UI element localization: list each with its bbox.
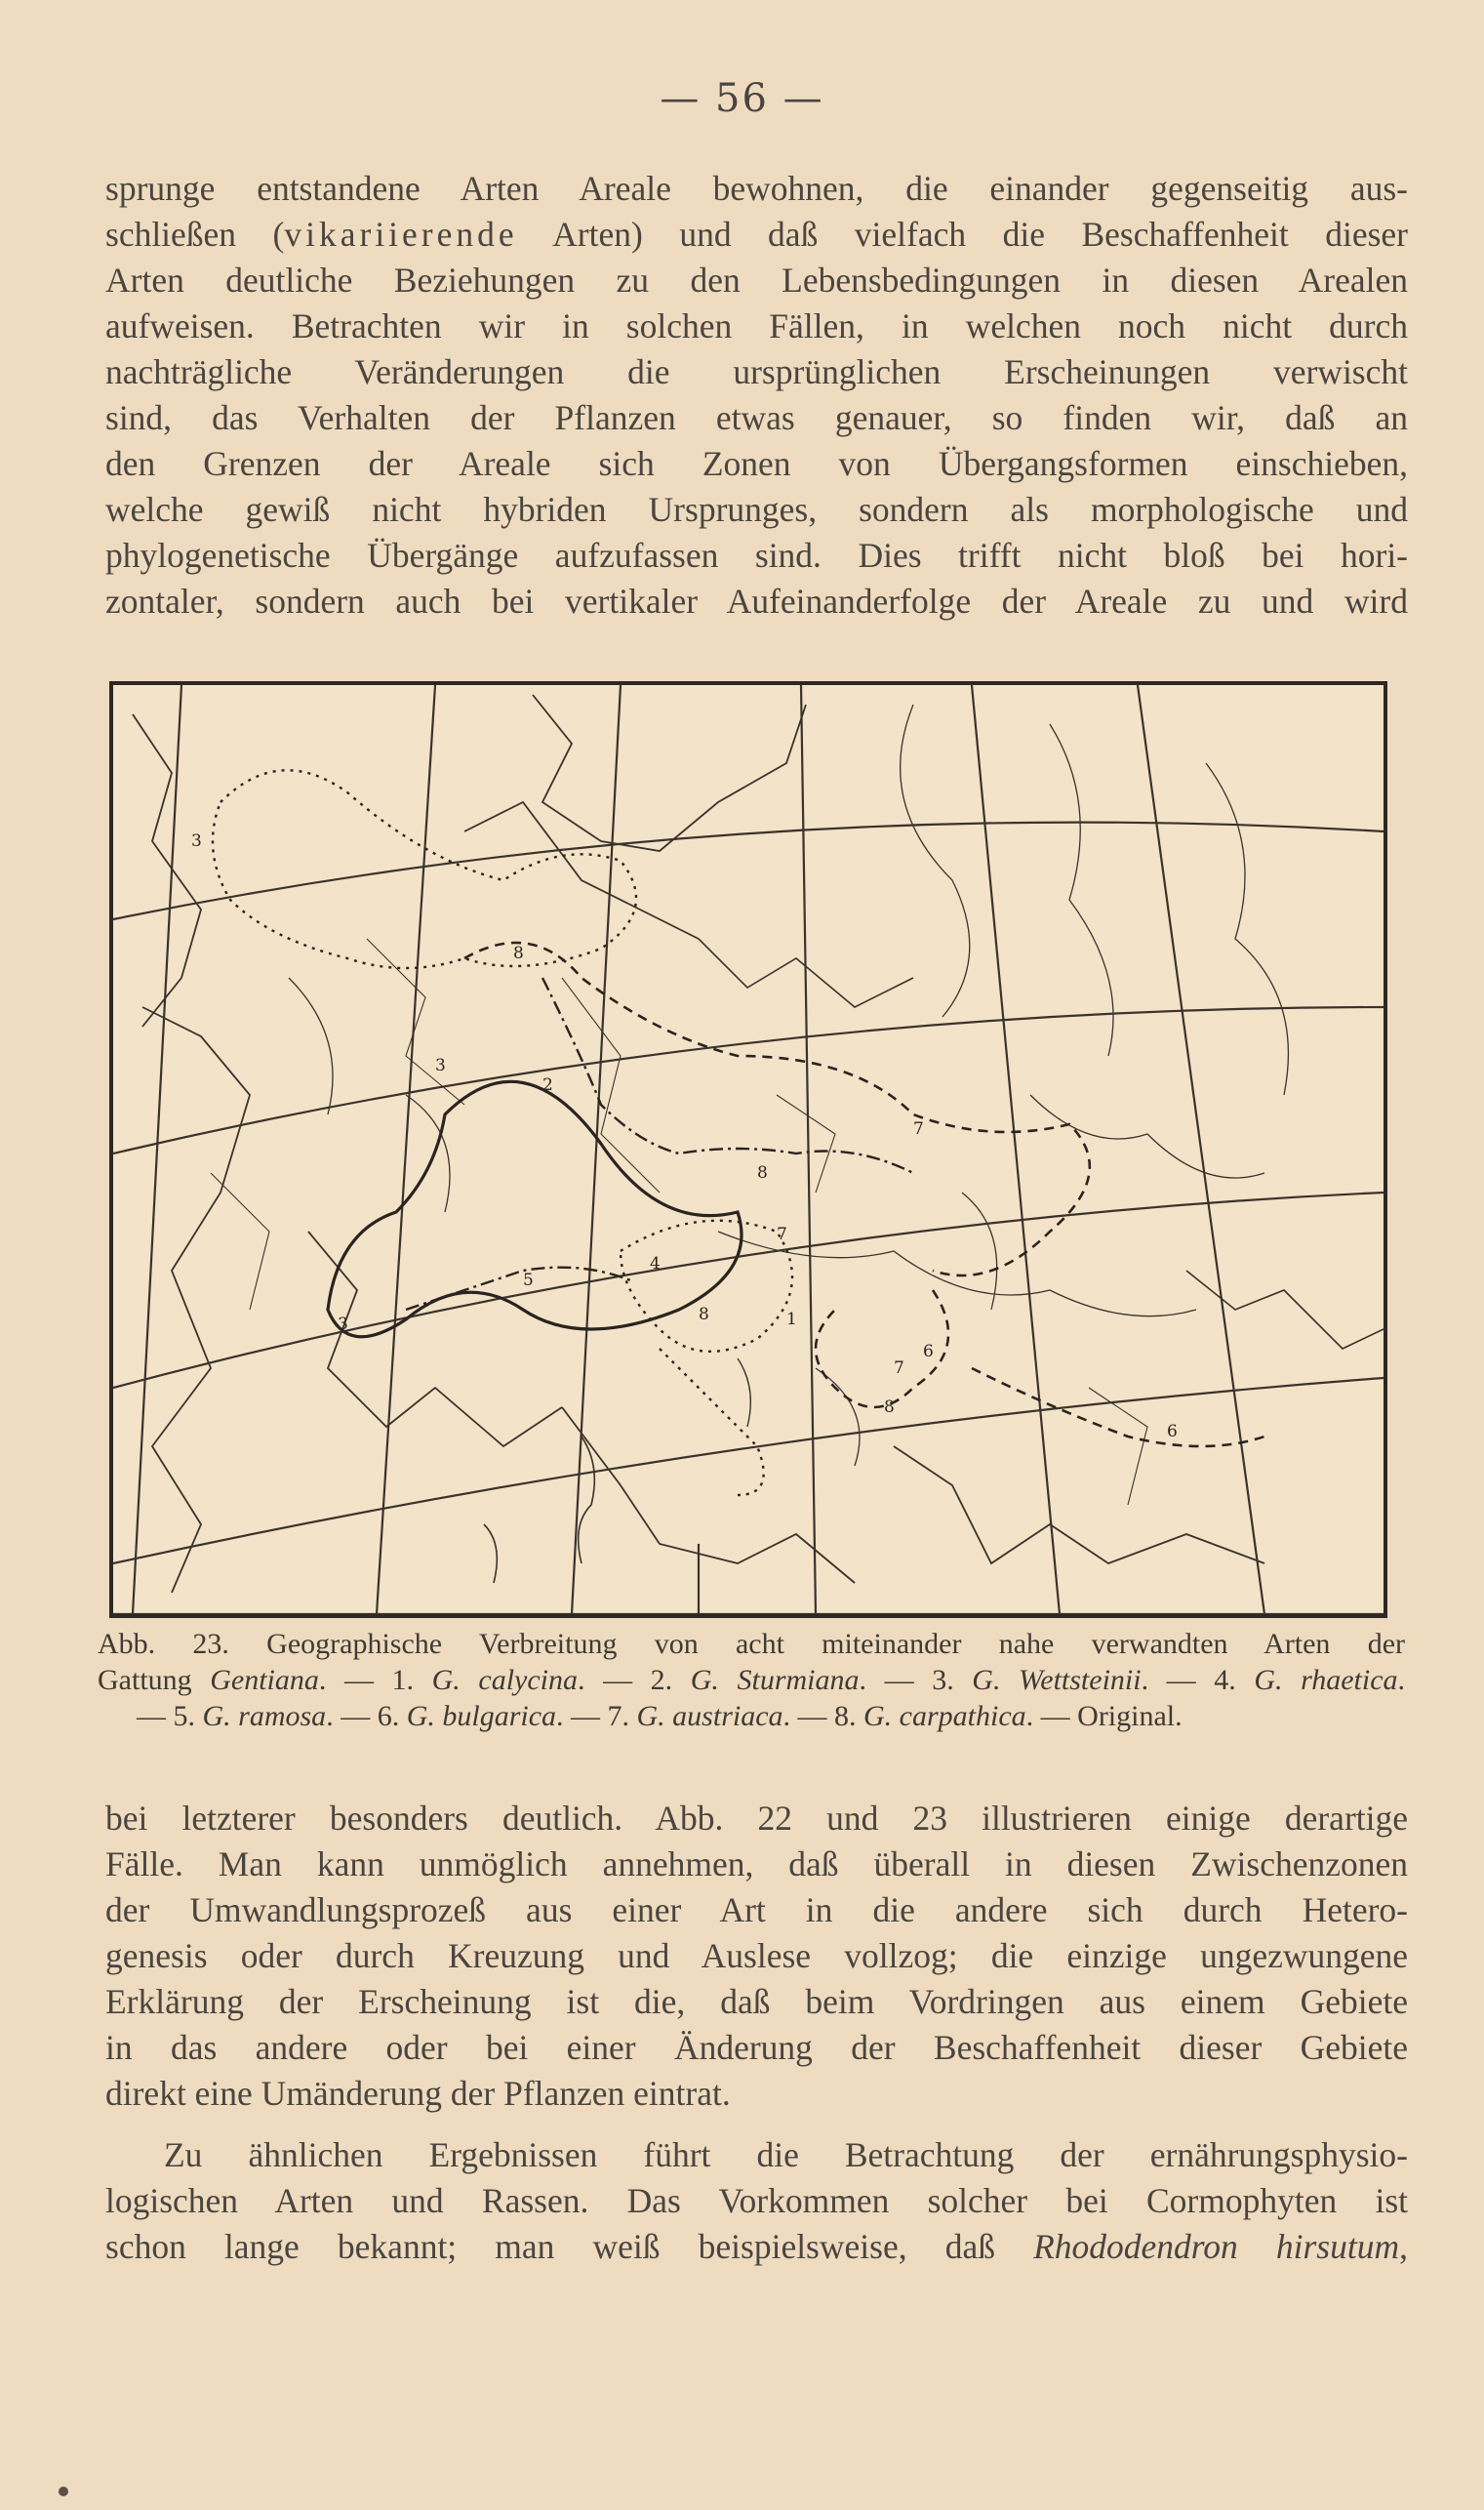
caption-line: — 5. G. ramosa. — 6. G. bulgarica. — 7. G. austriaca. — 8. G. carpathica. — Original. — [137, 1700, 1183, 1732]
area-label: 3 — [191, 831, 202, 851]
text-line: genesis oder durch Kreuzung und Auslese vollzog; die einzige ungezwungene — [105, 1936, 1408, 1975]
species-name: G. bulgarica — [406, 1700, 557, 1732]
text-line: schon lange bekannt; man weiß beispielsweise, daß Rhododendron hirsutum, — [105, 2227, 1409, 2266]
species-name: Rhododendron hirsutum — [1033, 2227, 1400, 2266]
text-line: Erklärung der Erscheinung ist die, daß beim Vordringen aus einem Gebiete — [105, 1982, 1408, 2021]
text-line: direkt eine Umänderung der Pflanzen eintrat. — [105, 2074, 731, 2113]
text-line: in das andere oder bei einer Änderung der Beschaffenheit dieser Gebiete — [105, 2028, 1408, 2067]
area-label: 8 — [884, 1397, 895, 1417]
text-line: Zu ähnlichen Ergebnissen führt die Betrachtung der ernährungsphysio- — [164, 2135, 1408, 2174]
text-line: zontaler, sondern auch bei vertikaler Aufeinanderfolge der Areale zu und wird — [105, 582, 1408, 621]
area-label: 7 — [913, 1119, 924, 1139]
area-label: 3 — [338, 1315, 348, 1334]
area-label: 6 — [923, 1342, 934, 1361]
text-line: aufweisen. Betrachten wir in solchen Fällen, in welchen noch nicht durch — [105, 306, 1408, 345]
paragraph-1 — [105, 166, 1408, 625]
text-line: bei letzterer besonders deutlich. Abb. 22 und 23 illustrieren einige derartige — [105, 1799, 1408, 1838]
area-label: 4 — [650, 1254, 661, 1274]
area-label: 6 — [1167, 1422, 1178, 1441]
paragraph-3 — [105, 2132, 1408, 2270]
distribution-map-figure — [109, 681, 1387, 1618]
area-label: 3 — [435, 1056, 446, 1075]
area-label: 7 — [894, 1358, 904, 1378]
emphasized-term: vikariierende — [284, 215, 518, 254]
caption-line: Abb. 23. Geographische Verbreitung von acht miteinander nahe verwandten Arten der — [98, 1628, 1405, 1660]
species-name: G. carpathica — [863, 1700, 1026, 1732]
species-name: G. Sturmiana — [690, 1664, 860, 1696]
text-line: der Umwandlungsprozeß aus einer Art in die andere sich durch Hetero- — [105, 1890, 1408, 1929]
species-name: G. Wettsteinii — [972, 1664, 1142, 1696]
area-label: 1 — [786, 1310, 797, 1329]
area-label: 8 — [757, 1163, 768, 1183]
page-number: — 56 — — [660, 76, 824, 121]
species-name: G. austriaca — [636, 1700, 783, 1732]
text-line: sind, das Verhalten der Pflanzen etwas genauer, so finden wir, daß an — [105, 398, 1408, 437]
europe-map — [113, 685, 1384, 1614]
area-label: 5 — [523, 1271, 534, 1290]
species-name: G. calycina — [431, 1664, 579, 1696]
text-line: nachträgliche Veränderungen die ursprünglichen Erscheinungen verwischt — [105, 352, 1408, 391]
species-name: G. ramosa — [202, 1700, 327, 1732]
area-label: 2 — [542, 1075, 553, 1095]
paragraph-2 — [105, 1796, 1408, 2117]
text-line: phylogenetische Übergänge aufzufassen sind. Dies trifft nicht bloß bei hori- — [105, 536, 1408, 575]
print-speck — [59, 2487, 68, 2496]
text-line: Arten deutliche Beziehungen zu den Lebensbedingungen in diesen Arealen — [105, 261, 1408, 300]
text-line: logischen Arten und Rassen. Das Vorkommen solcher bei Cormophyten ist — [105, 2181, 1408, 2220]
text-line: sprunge entstandene Arten Areale bewohnen, die einander gegenseitig aus- — [105, 169, 1408, 208]
text-line: den Grenzen der Areale sich Zonen von Übergangsformen einschieben, — [105, 444, 1408, 483]
text-line: welche gewiß nicht hybriden Ursprunges, sondern als morphologische und — [105, 490, 1408, 529]
text-line: schließen (vikariierende Arten) und daß vielfach die Beschaffenheit dieser — [105, 215, 1408, 254]
area-label: 7 — [777, 1225, 787, 1244]
species-name: G. rhaetica — [1254, 1664, 1398, 1696]
text-line: Fälle. Man kann unmöglich annehmen, daß überall in diesen Zwischenzonen — [105, 1844, 1408, 1883]
area-label: 8 — [513, 944, 524, 963]
caption-line: Gattung Gentiana. — 1. G. calycina. — 2. G. Sturmiana. — 3. G. Wettsteinii. — 4. G. rhaetica. — [98, 1664, 1406, 1696]
genus-name: Gentiana — [210, 1664, 319, 1696]
figure-caption — [98, 1626, 1405, 1734]
area-label: 8 — [699, 1305, 709, 1324]
